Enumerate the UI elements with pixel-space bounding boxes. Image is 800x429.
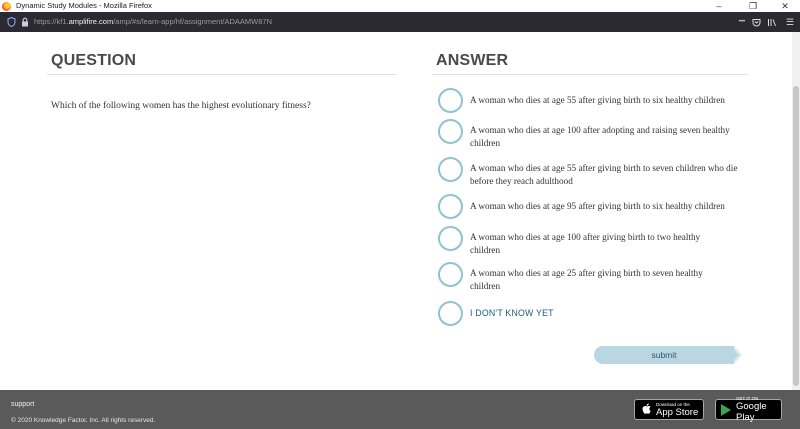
radio-button[interactable] xyxy=(438,226,463,251)
answer-option-label: A woman who dies at age 55 after giving birth to seven children who die before they reach adulthood xyxy=(470,163,738,186)
radio-button[interactable] xyxy=(438,301,463,326)
url-path: /amp/#s/learn-app/hf/assignment/ADAAMW87N xyxy=(113,17,273,26)
url-domain: amplifire.com xyxy=(68,17,114,26)
window-title: Dynamic Study Modules - Mozilla Firefox xyxy=(16,1,152,10)
window-titlebar xyxy=(0,0,800,12)
minimize-button[interactable]: – xyxy=(716,1,722,11)
answer-heading: ANSWER xyxy=(436,52,509,69)
firefox-logo-icon xyxy=(2,2,11,11)
hamburger-menu-icon[interactable]: ☰ xyxy=(785,16,795,27)
answer-option-label: A woman who dies at age 95 after giving birth to six healthy children xyxy=(470,201,725,211)
submit-button[interactable]: submit xyxy=(594,346,734,364)
answer-option[interactable] xyxy=(438,194,758,219)
shield-icon[interactable] xyxy=(5,16,17,28)
answer-option-label: A woman who dies at age 55 after giving birth to six healthy children xyxy=(470,95,725,105)
radio-button[interactable] xyxy=(438,119,463,144)
browser-toolbar xyxy=(0,12,800,32)
answer-option-label: A woman who dies at age 100 after adopting and raising seven healthy children xyxy=(470,125,730,148)
radio-button[interactable] xyxy=(438,262,463,287)
answer-option-label: A woman who dies at age 100 after giving birth to two healthy children xyxy=(470,232,701,255)
page-content xyxy=(0,32,792,390)
copyright-text: © 2020 Knowledge Factor, Inc. All rights reserved. xyxy=(11,417,156,424)
app-store-small-text: Download on the xyxy=(656,401,690,407)
google-play-badge[interactable] xyxy=(715,396,782,423)
url-bar[interactable] xyxy=(34,16,272,28)
google-play-big-text: Google Play xyxy=(736,401,767,423)
answer-divider xyxy=(432,74,748,75)
pocket-icon[interactable] xyxy=(750,16,762,28)
google-play-icon xyxy=(721,404,731,416)
answer-option[interactable] xyxy=(438,226,758,257)
answer-option-dont-know[interactable] xyxy=(438,301,758,326)
scrollbar-thumb[interactable] xyxy=(793,86,799,386)
app-store-badge[interactable] xyxy=(634,399,704,420)
answer-option[interactable] xyxy=(438,262,758,293)
google-play-small-text: GET IT ON xyxy=(736,396,759,401)
question-heading: QUESTION xyxy=(51,52,137,69)
apple-icon xyxy=(639,403,653,417)
answer-option[interactable] xyxy=(438,88,758,113)
vertical-scrollbar[interactable] xyxy=(792,32,800,390)
support-link[interactable]: support xyxy=(11,401,35,408)
answer-option[interactable] xyxy=(438,119,758,150)
question-divider xyxy=(47,74,397,75)
lock-icon[interactable] xyxy=(19,16,31,28)
url-prefix: https://kf1. xyxy=(34,17,69,26)
page-actions-button[interactable]: ••• xyxy=(738,19,746,25)
submit-arrow xyxy=(730,346,739,364)
radio-button[interactable] xyxy=(438,194,463,219)
app-store-big-text: App Store xyxy=(656,406,699,418)
answer-option-label: I DON'T KNOW YET xyxy=(470,308,554,318)
question-text: Which of the following women has the highest evolutionary fitness? xyxy=(51,101,311,111)
maximize-button[interactable]: ❐ xyxy=(748,0,758,11)
radio-button[interactable] xyxy=(438,157,463,182)
answer-option[interactable] xyxy=(438,157,758,188)
close-window-button[interactable]: ✕ xyxy=(781,0,789,11)
page-footer xyxy=(0,390,800,429)
library-icon[interactable] xyxy=(766,16,778,28)
answer-option-label: A woman who dies at age 25 after giving birth to seven healthy children xyxy=(470,268,703,291)
radio-button[interactable] xyxy=(438,88,463,113)
